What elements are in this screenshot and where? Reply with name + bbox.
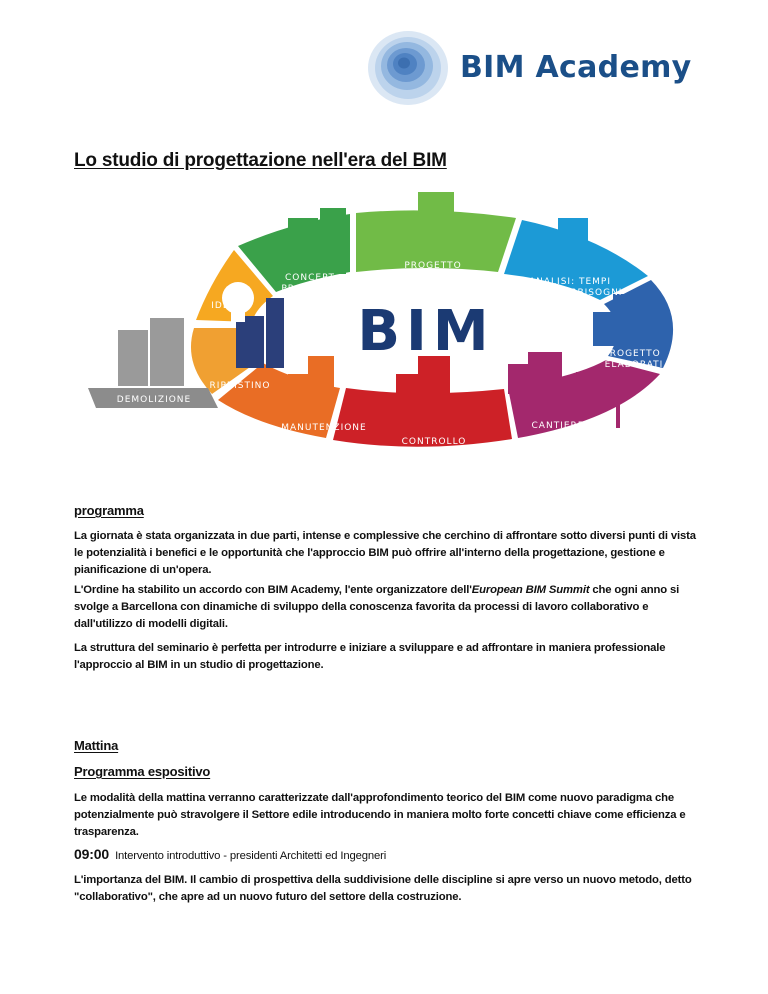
label-ripristino: RIPRISTINO <box>209 381 271 391</box>
label-idea: IDEA <box>211 301 237 311</box>
programma-paragraph-3: La struttura del seminario è perfetta per introdurre e iniziare a sviluppare e ad affrontare in maniera professionale l'approccio al BIM in un studio di progettazione. <box>74 642 666 671</box>
label-concept-2: PROGETTO <box>281 284 339 294</box>
label-demolizione: DEMOLIZIONE <box>116 395 192 405</box>
subheading-programma-espositivo: Programma espositivo <box>74 764 211 779</box>
label-elaborati-2: ELABORATI <box>604 360 664 370</box>
building-concept-icon <box>288 208 346 274</box>
label-cantiere: CANTIERE <box>531 421 585 431</box>
building-dettagliato-icon <box>393 192 454 264</box>
building-manutenzione-icon <box>288 356 334 406</box>
section-heading-programma: programma <box>74 503 144 518</box>
european-bim-summit-text: European BIM Summit <box>471 584 590 596</box>
label-manutenzione: MANUTENZIONE <box>281 423 367 433</box>
mattina-paragraph-2: L'importanza del BIM. Il cambio di prospettiva della suddivisione delle discipline si apre verso un nuovo metodo, detto "collaborativo", che apre ad un nuovo futuro del settore della costruzione. <box>74 874 692 903</box>
page-title: Lo studio di progettazione nell'era del BIM <box>74 150 447 171</box>
logo-swirl-icon <box>366 28 456 108</box>
paragraph-2-text-a: L'Ordine ha stabilito un accordo con BIM Academy, l'ente organizzatore dell' <box>74 584 472 596</box>
section-heading-mattina: Mattina <box>74 738 119 753</box>
bim-cycle-diagram <box>88 188 683 463</box>
label-controllo-1: CONTROLLO <box>401 437 467 447</box>
label-concept-1: CONCEPT <box>285 273 335 283</box>
building-demolizione-icon <box>118 318 184 386</box>
bim-academy-logo <box>366 28 692 108</box>
schedule-description: Intervento introduttivo - presidenti Architetti ed Ingegneri <box>115 850 387 862</box>
label-analisi-1: ANALISI: TEMPI <box>528 277 612 287</box>
paragraph-2-text-b: che ogni anno si svolge a Barcellona con dinamiche di sviluppo della conoscenza favorita da processi di lavoro collaborativo e dall'utilizzo di modelli digitali. <box>74 584 680 630</box>
schedule-time: 09:00 <box>74 846 110 862</box>
schedule-row <box>74 846 704 862</box>
programma-paragraph-1: La giornata è stata organizzata in due parti, intense e complessive che cerchino di affrontare sotto diversi punti di vista le potenzialità i benefici e le opportunità che l'approccio BIM può offrire all'interno della progettazione, gestione e pianificazione di un'opera. <box>74 530 696 576</box>
label-elaborati-1: PROGETTO <box>603 349 661 359</box>
label-controllo-2: AVANZAMENTO <box>393 448 475 458</box>
label-dettagliato-1: PROGETTO <box>404 261 462 271</box>
logo-text: BIM Academy <box>460 50 692 85</box>
label-dettagliato-2: DETTAGLIATO <box>396 272 470 282</box>
building-elaborati-icon <box>593 294 645 346</box>
mattina-paragraph-1: Le modalità della mattina verranno caratterizzate dall'approfondimento teorico del BIM come nuovo paradigma che potenzialmente può stravolgere il Settore edile introducendo in maniera molto forte concetti chiave come efficienza e trasparenza. <box>74 792 686 838</box>
diagram-center-label: BIM <box>357 299 495 364</box>
label-analisi-2: COSTI/FABBISOGNI <box>521 288 623 298</box>
programma-paragraph-2 <box>74 582 704 633</box>
